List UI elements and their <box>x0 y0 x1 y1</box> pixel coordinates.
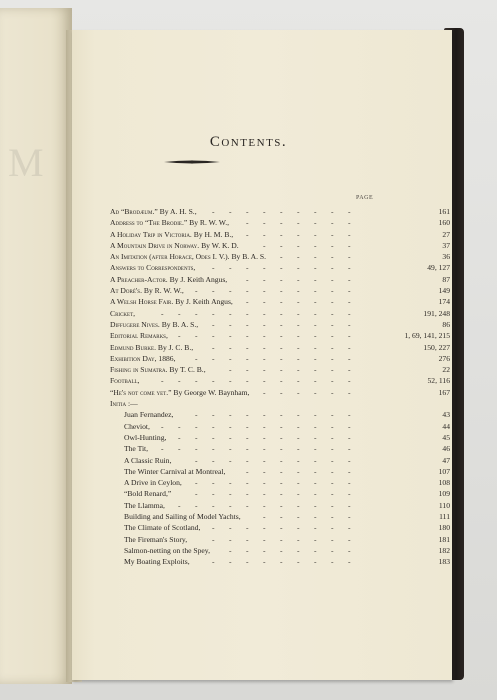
entry-title: Cheviot, <box>124 421 150 431</box>
entry-title: “He's not come yet.” <box>110 387 172 397</box>
entry-page-number: 183 <box>438 557 450 567</box>
entry-page-number: 161 <box>438 207 450 216</box>
entry-label <box>110 285 184 296</box>
entry-title: Answers to Correspondents, <box>110 263 196 273</box>
initia-entry: Building and Sailing of Model Yachts, - - - - - - 111 <box>124 512 450 522</box>
entry-page-number: 150, 227 <box>423 342 450 352</box>
page-column-label: PAGE <box>356 195 374 201</box>
entry-title: The Llamma, <box>124 500 165 510</box>
entry-title: Initia :— <box>110 399 138 409</box>
entry-title: The Fireman's Story, <box>124 534 188 544</box>
entry-byline: By H. M. B., <box>193 229 234 239</box>
entry-page-number: 45 <box>442 432 450 442</box>
initia-entry: “Bold Renard,” - - - - - - - - - - 109 <box>124 489 450 499</box>
entry-title: A Preacher-Actor. <box>110 274 168 284</box>
contents-entry: An Imitation (after Horace, Odes I. V.). By B. A. S. - - - - - 36 <box>110 252 450 262</box>
entry-page-number: 180 <box>438 523 450 533</box>
entry-page-number: 86 <box>442 319 450 329</box>
initia-entry: Juan Fernandez, - - - - - - - - - - 43 <box>124 410 450 420</box>
entry-page-number: 1, 69, 141, 215 <box>404 331 450 341</box>
contents-entry: Ad “Brodæum.” By A. H. S., - - - - - - - - - 161 <box>110 207 450 216</box>
entry-page-number: 44 <box>442 421 450 431</box>
entry-page-number: 22 <box>442 365 450 375</box>
entry-page-number: 181 <box>438 534 450 544</box>
entry-title: A Welsh Horse Fair. <box>110 297 174 307</box>
contents-entry: Cricket, - - - - - - - - - - - - 191, 248 <box>110 308 450 318</box>
entry-page-number: 191, 248 <box>423 308 450 318</box>
entry-title: Edmund Burke. <box>110 342 157 352</box>
entry-page-number: 182 <box>438 545 450 555</box>
entry-byline: By W. K. D. <box>201 240 239 250</box>
entry-byline: By J. Keith Angus, <box>175 297 233 307</box>
entry-label <box>110 229 233 240</box>
initia-entry: The Llamma, - - - - - - - - - - - 110 <box>124 500 450 510</box>
entry-label <box>110 319 198 330</box>
entry-title: Salmon-netting on the Spey, <box>124 545 210 555</box>
entry-title: Ad “Brodæum.” <box>110 207 158 216</box>
entry-page-number: 46 <box>442 444 450 454</box>
entry-label <box>124 466 225 477</box>
entry-label <box>124 488 171 499</box>
entry-title: Address to “The Brodie.” <box>110 218 188 228</box>
entry-byline: By A. H. S., <box>159 207 197 216</box>
entry-label <box>110 240 239 251</box>
facing-page <box>0 8 72 684</box>
contents-list <box>110 206 450 568</box>
entry-page-number: 47 <box>442 455 450 465</box>
entry-page-number: 108 <box>438 478 450 488</box>
page-title: Contents. <box>209 134 288 150</box>
entry-page-number: 160 <box>438 218 450 228</box>
contents-entry: A Preacher-Actor. By J. Keith Angus, - - - - - - - 87 <box>110 274 450 284</box>
entry-label <box>110 398 138 409</box>
entry-title: Diffugere Nives. <box>110 319 160 329</box>
contents-entry: Football, - - - - - - - - - - - - 52, 116 <box>110 376 450 386</box>
contents-entry: “He's not come yet.” By George W. Baynham, - - - - - - 167 <box>110 387 450 397</box>
entry-title: Building and Sailing of Model Yachts, <box>124 512 241 522</box>
contents-entry: A Welsh Horse Fair. By J. Keith Angus, - - - - - - - 174 <box>110 297 450 307</box>
entry-title: The Climate of Scotland, <box>124 523 201 533</box>
initia-entry: A Drive in Ceylon, - - - - - - - - - - 108 <box>124 478 450 488</box>
entry-page-number: 87 <box>442 274 450 284</box>
entry-page-number: 149 <box>438 286 450 296</box>
entry-byline: By B. A. S., <box>161 319 199 329</box>
entry-byline: By J. C. B., <box>157 342 194 352</box>
entry-page-number: 111 <box>439 512 450 522</box>
entry-label <box>124 443 148 454</box>
entry-byline: By T. C. B., <box>169 365 206 375</box>
initia-entry: My Boating Exploits, - - - - - - - - - 183 <box>124 557 450 567</box>
entry-title: My Boating Exploits, <box>124 557 190 567</box>
entry-label <box>124 556 190 567</box>
entry-label <box>110 353 176 364</box>
initia-entry: The Climate of Scotland, - - - - - - - - - 180 <box>124 523 450 533</box>
entry-label <box>124 511 241 522</box>
initia-entry: Cheviot, - - - - - - - - - - - - 44 <box>124 421 450 431</box>
entry-title: Fishing in Sumatra. <box>110 365 168 375</box>
entry-title: “Bold Renard,” <box>124 489 172 499</box>
entry-title: Cricket, <box>110 308 136 318</box>
divider-ornament <box>162 159 222 165</box>
initia-entry: The Tit, - - - - - - - - - - - - 46 <box>124 444 450 454</box>
entry-page-number: 49, 127 <box>427 263 450 273</box>
entry-title: An Imitation (after Horace, Odes I. V.). <box>110 252 230 262</box>
entry-title: Exhibition Day, 1886, <box>110 353 176 363</box>
entry-label <box>110 251 266 262</box>
entry-label <box>124 409 173 420</box>
entry-page-number: 36 <box>442 252 450 262</box>
contents-entry: A Mountain Drive in Norway. By W. K. D. - - - - - - 37 <box>110 240 450 250</box>
entry-label <box>110 206 197 217</box>
initia-entry: The Fireman's Story, - - - - - - - - - 181 <box>124 534 450 544</box>
entry-label <box>110 217 229 228</box>
entry-label <box>110 342 193 353</box>
entry-byline: By George W. Baynham, <box>173 387 250 397</box>
contents-entry: A Holiday Trip in Victoria. By H. M. B., - - - - - - - 27 <box>110 229 450 239</box>
entry-title: Editorial Remarks, <box>110 331 168 341</box>
entry-label <box>124 477 182 488</box>
entry-label <box>124 432 166 443</box>
initia-entry: A Classic Ruin, - - - - - - - - - - 47 <box>124 455 450 465</box>
initia-entry: Owl-Hunting, - - - - - - - - - - - 45 <box>124 432 450 442</box>
entry-page-number: 109 <box>438 489 450 499</box>
entry-label <box>110 262 195 273</box>
entry-label <box>110 364 206 375</box>
entry-label <box>110 330 168 341</box>
entry-label <box>124 522 200 533</box>
entry-label <box>124 545 210 556</box>
entry-label <box>124 534 187 545</box>
entry-page-number: 167 <box>438 387 450 397</box>
contents-entry: Answers to Correspondents, - - - - - - - - - 49, 127 <box>110 263 450 273</box>
entry-label <box>110 375 139 386</box>
entry-label <box>124 421 150 432</box>
contents-entry: Exhibition Day, 1886, - - - - - - - - - - 276 <box>110 353 450 363</box>
entry-title: A Mountain Drive in Norway. <box>110 240 200 250</box>
show-through-letter: M <box>8 140 44 185</box>
entry-page-number: 27 <box>442 229 450 239</box>
contents-entry: Edmund Burke. By J. C. B., - - - - - - - - - 150, 227 <box>110 342 450 352</box>
initia-entry: The Winter Carnival at Montreal, - - - - - - - 107 <box>124 466 450 476</box>
entry-title: A Classic Ruin, <box>124 455 172 465</box>
entry-byline: By R. W. W., <box>189 218 230 228</box>
entry-page-number: 52, 116 <box>427 376 450 386</box>
entry-byline: By R. W. W., <box>143 286 184 296</box>
entry-page-number: 276 <box>438 353 450 363</box>
entry-byline: By B. A. S. <box>231 252 267 262</box>
entry-label <box>124 500 165 511</box>
entry-label <box>110 308 135 319</box>
contents-entry: Diffugere Nives. By B. A. S., - - - - - - - - - 86 <box>110 319 450 329</box>
entry-title: Owl-Hunting, <box>124 432 167 442</box>
entry-title: A Drive in Ceylon, <box>124 478 182 488</box>
contents-entry: Editorial Remarks, - - - - - - - - - - - 1, 69, 141, 215 <box>110 331 450 341</box>
entry-label <box>110 387 249 398</box>
entry-title: Juan Fernandez, <box>124 410 174 420</box>
entry-label <box>110 274 227 285</box>
entry-title: The Winter Carnival at Montreal, <box>124 466 226 476</box>
initia-entry: Salmon-netting on the Spey, - - - - - - - - 182 <box>124 545 450 555</box>
entry-label <box>110 296 233 307</box>
contents-entry <box>110 398 450 409</box>
contents-entry: At Doré's. By R. W. W., - - - - - - - - - - 149 <box>110 286 450 296</box>
entry-page-number: 110 <box>438 500 450 510</box>
entry-page-number: 107 <box>438 466 450 476</box>
entry-page-number: 37 <box>442 240 450 250</box>
entry-title: At Doré's. <box>110 286 142 296</box>
entry-title: Football, <box>110 376 140 386</box>
entry-title: A Holiday Trip in Victoria. <box>110 229 192 239</box>
contents-entry: Address to “The Brodie.” By R. W. W., - - - - - - - 160 <box>110 218 450 228</box>
entry-page-number: 43 <box>442 410 450 420</box>
entry-label <box>124 455 171 466</box>
entry-page-number: 174 <box>438 297 450 307</box>
entry-title: The Tit, <box>124 444 149 454</box>
contents-entry: Fishing in Sumatra. By T. C. B., - - - - - - - - 22 <box>110 365 450 375</box>
entry-byline: By J. Keith Angus, <box>169 274 228 284</box>
